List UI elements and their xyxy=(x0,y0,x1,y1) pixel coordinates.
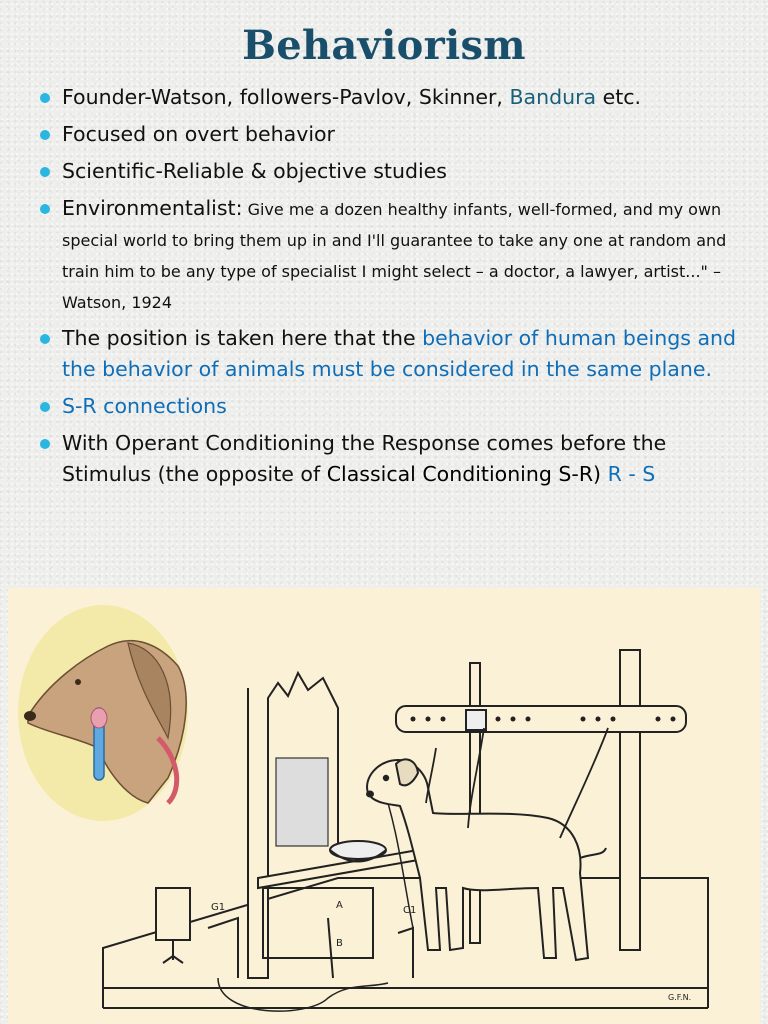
bullet-list xyxy=(40,82,745,496)
frame-post-right xyxy=(620,650,640,950)
label-signature: G.F.N. xyxy=(668,993,692,1002)
bullet-founder-text: Founder-Watson, followers-Pavlov, Skinner, xyxy=(62,85,510,109)
inset-dog-mouth xyxy=(91,708,107,728)
bullet-dot-icon xyxy=(40,130,50,140)
label-g1: G1 xyxy=(211,902,226,913)
bullet-operant-highlight: R - S xyxy=(601,462,656,486)
bullet-sr-text: S-R connections xyxy=(62,394,227,418)
label-a: A xyxy=(336,900,343,911)
pavlov-experiment-illustration xyxy=(8,588,760,1024)
inset-dog-nose xyxy=(24,711,36,721)
bullet-dot-icon xyxy=(40,334,50,344)
bullet-environmentalist-label: Environmentalist: xyxy=(62,196,243,220)
recording-drum xyxy=(156,888,190,940)
bullet-environmentalist xyxy=(40,193,745,317)
bullet-dot-icon xyxy=(40,93,50,103)
bullet-position-text: The position is taken here that the xyxy=(62,326,423,350)
bullet-operant-text: With Operant Conditioning the Response comes before the Stimulus (the opposite of xyxy=(62,431,667,486)
label-b: B xyxy=(336,938,343,949)
bullet-overt xyxy=(40,119,745,150)
window-screen xyxy=(276,758,328,846)
bullet-operant xyxy=(40,428,745,490)
bullet-founder xyxy=(40,82,745,113)
watson-quote: Give me a dozen healthy infants, well-formed, and my own special world to bring them up in and I'll guarantee to take any one at random and train him to be any type of specialist I might select – a doctor, a lawyer, artist..." –Watson, 1924 xyxy=(62,200,727,312)
table-top xyxy=(103,878,708,988)
bullet-scientific xyxy=(40,156,745,187)
bullet-founder-highlight: Bandura xyxy=(509,85,597,109)
bullet-dot-icon xyxy=(40,167,50,177)
pavlov-apparatus-drawing xyxy=(8,588,760,1024)
bullet-scientific-text: Scientific-Reliable & objective studies xyxy=(62,159,447,183)
slide-title: Behaviorism xyxy=(242,22,526,69)
inset-dog-eye xyxy=(75,679,81,685)
bullet-dot-icon xyxy=(40,402,50,412)
bullet-position-highlight: behavior of human beings and the behavior of animals must be considered in the same plane. xyxy=(62,326,737,381)
bullet-dot-icon xyxy=(40,204,50,214)
bullet-sr xyxy=(40,391,745,422)
bullet-operant-dark: Classical Conditioning S-R) xyxy=(326,462,602,486)
bullet-overt-text: Focused on overt behavior xyxy=(62,122,335,146)
bullet-founder-tail: etc. xyxy=(596,85,642,109)
bullet-position xyxy=(40,323,745,385)
label-c: C1 xyxy=(403,905,417,916)
bullet-dot-icon xyxy=(40,439,50,449)
frame-crossbar xyxy=(396,706,686,732)
